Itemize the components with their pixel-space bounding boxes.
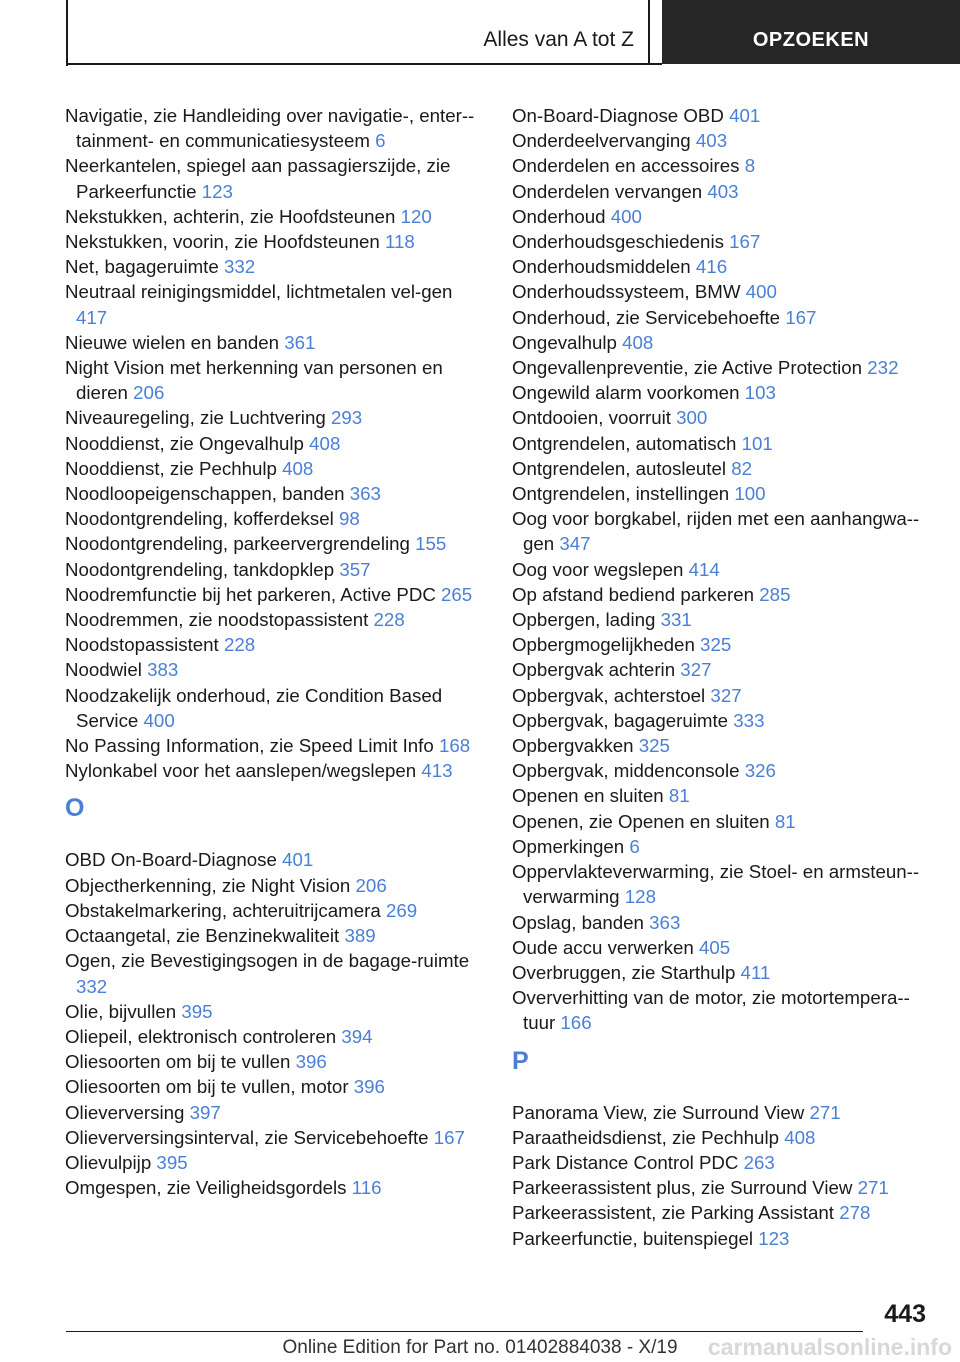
page-link[interactable]: 167 (433, 1126, 465, 1148)
index-entry-text: Nieuwe wielen en banden (65, 331, 280, 353)
page-link[interactable]: 408 (282, 457, 314, 479)
index-entry (512, 985, 932, 1035)
index-entry-text: Ongevalhulp (512, 331, 617, 353)
index-entry (65, 431, 485, 456)
index-entry (512, 683, 932, 708)
index-entry (512, 1226, 932, 1251)
page-link[interactable]: 395 (156, 1151, 188, 1173)
page-link[interactable]: 116 (351, 1177, 382, 1199)
index-entry (65, 355, 485, 405)
index-entry-text: Opbergvak, middenconsole (512, 760, 740, 782)
index-entry-text: Onderhoudsgeschiedenis (512, 231, 724, 253)
index-entry (65, 582, 485, 607)
index-entry (512, 1125, 932, 1150)
index-entry-text: Nooddienst, zie Pechhulp (65, 457, 277, 479)
page-link[interactable]: 363 (349, 483, 381, 505)
index-entry-text: Onderhoud, zie Servicebehoefte (512, 306, 781, 328)
index-entry-text: Olie, bijvullen (65, 1000, 177, 1022)
index-entry (512, 103, 932, 128)
index-entry-text: Opmerkingen (512, 835, 625, 857)
index-entry (65, 1049, 485, 1074)
index-entry (65, 481, 485, 506)
index-entry (512, 859, 932, 909)
index-entry (65, 1175, 485, 1200)
index-entry (65, 847, 485, 872)
page-link[interactable]: 271 (857, 1177, 889, 1199)
index-entry-text: No Passing Information, zie Speed Limit Info (65, 735, 434, 757)
page-link[interactable]: 417 (76, 306, 108, 328)
index-entry-text: Noodstopassistent (65, 634, 219, 656)
index-entry-text: Opbergvakken (512, 735, 634, 757)
page-link[interactable]: 123 (758, 1227, 790, 1249)
index-entry (512, 179, 932, 204)
index-entry (512, 229, 932, 254)
index-column-right (512, 103, 932, 1251)
index-entry-text: Neutraal reinigingsmiddel, lichtmetalen vel-gen (65, 281, 453, 303)
index-entry-text: Opbergen, lading (512, 609, 656, 631)
index-entry-text: Olieverversingsinterval, zie Servicebehoefte (65, 1126, 429, 1148)
page-link[interactable]: 168 (438, 735, 471, 757)
page-link[interactable]: 269 (385, 899, 418, 921)
index-entry (512, 733, 932, 758)
page-link[interactable]: 416 (695, 256, 728, 278)
index-entry-text: Oliesoorten om bij te vullen, motor (65, 1076, 349, 1098)
page-link[interactable]: 400 (745, 281, 777, 303)
index-entry-text: Park Distance Control PDC (512, 1151, 739, 1173)
index-entry (65, 254, 485, 279)
index-entry (65, 557, 485, 582)
page-link[interactable]: 395 (181, 1000, 213, 1022)
index-entry (65, 923, 485, 948)
index-entry (65, 456, 485, 481)
page-link[interactable]: 394 (341, 1025, 373, 1047)
index-entry-text: Net, bagageruimte (65, 256, 219, 278)
page-link[interactable]: 408 (622, 331, 654, 353)
page-link[interactable]: 396 (353, 1076, 385, 1098)
index-entry (512, 254, 932, 279)
index-entry-text: Openen en sluiten (512, 785, 664, 807)
page-link[interactable]: 6 (375, 130, 386, 152)
page-link[interactable]: 293 (330, 407, 363, 429)
index-entry (65, 405, 485, 430)
index-entry (512, 708, 932, 733)
page-link[interactable]: 414 (688, 558, 720, 580)
index-entry-text: Overbruggen, zie Starthulp (512, 961, 736, 983)
page-link[interactable]: 331 (660, 609, 692, 631)
index-entry (65, 683, 485, 733)
index-entry (512, 405, 932, 430)
page-link[interactable]: 155 (415, 533, 447, 555)
index-entry (512, 279, 932, 304)
page-link[interactable]: 81 (774, 810, 796, 832)
index-entry-text: Noodwiel (65, 659, 142, 681)
index-entry-text: Nekstukken, achterin, zie Hoofdsteunen (65, 205, 396, 227)
index-entry (512, 960, 932, 985)
page-link[interactable]: 265 (441, 583, 473, 605)
index-entry-text: Oliepeil, elektronisch controleren (65, 1025, 337, 1047)
page-link[interactable]: 403 (707, 180, 739, 202)
index-entry (512, 834, 932, 859)
index-entry-text: Olievulpijp (65, 1151, 152, 1173)
index-entry-text: Oververhitting van de motor, zie motortempera-tuur (512, 987, 910, 1034)
index-entry-text: Neerkantelen, spiegel aan passagierszijde, zie Parkeerfunctie (65, 155, 451, 202)
footer-rule (66, 1331, 863, 1332)
index-entry (512, 456, 932, 481)
page-link[interactable]: 401 (729, 105, 761, 126)
watermark: carmanualsonline.info (707, 1334, 952, 1360)
page-link[interactable]: 408 (784, 1126, 816, 1148)
index-entry (65, 758, 485, 783)
index-entry-text: Noodremmen, zie noodstopassistent (65, 609, 369, 631)
page-number: 443 (884, 1300, 926, 1328)
index-entry-text: Night Vision met herkenning van personen en dieren (65, 357, 443, 404)
page-link[interactable]: 103 (744, 382, 776, 404)
index-entry-text: Noodremfunctie bij het parkeren, Active PDC (65, 583, 436, 605)
page-link[interactable]: 167 (729, 231, 761, 253)
index-entry (512, 153, 932, 178)
index-entry-text: Onderdelen vervangen (512, 180, 703, 202)
index-entry-text: Noodontgrendeling, tankdopklep (65, 558, 335, 580)
index-entry (65, 607, 485, 632)
index-entry-text: Opslag, banden (512, 911, 644, 933)
index-entry-text: Onderdelen en accessoires (512, 155, 740, 177)
index-entry-text: Onderhoudsmiddelen (512, 256, 691, 278)
page-link[interactable]: 100 (734, 483, 766, 505)
index-entry-text: Op afstand bediend parkeren (512, 583, 755, 605)
index-entry-text: Nekstukken, voorin, zie Hoofdsteunen (65, 231, 380, 253)
index-entry (512, 1200, 932, 1225)
page-link[interactable]: 8 (744, 155, 756, 177)
index-entry (65, 506, 485, 531)
index-entry (512, 632, 932, 657)
index-entry (65, 229, 485, 254)
index-entry-text: Oog voor wegslepen (512, 558, 684, 580)
index-entry-text: Opbergvak, achterstoel (512, 684, 706, 706)
index-entry (512, 809, 932, 834)
page-link[interactable]: 101 (741, 432, 773, 454)
index-entry (512, 481, 932, 506)
index-entry-text: Paraatheidsdienst, zie Pechhulp (512, 1126, 779, 1148)
index-entry (65, 330, 485, 355)
index-entry (512, 1150, 932, 1175)
page-link[interactable]: 332 (76, 975, 108, 997)
index-entry-text: Onderdeelvervanging (512, 130, 691, 152)
page-link[interactable]: 383 (147, 659, 179, 681)
index-entry-text: Oude accu verwerken (512, 936, 694, 958)
page-link[interactable]: 327 (680, 659, 712, 681)
page-link[interactable]: 206 (133, 382, 165, 404)
page-link[interactable]: 300 (676, 407, 708, 429)
index-column-left (65, 103, 485, 1200)
index-entry-text: Ontgrendelen, autosleutel (512, 457, 727, 479)
index-entry (512, 1100, 932, 1125)
page-link[interactable]: 128 (624, 886, 656, 908)
index-entry-text: Ontgrendelen, automatisch (512, 432, 737, 454)
index-entry (65, 632, 485, 657)
index-entry-text: Noodzakelijk onderhoud, zie Condition Based Service (65, 684, 443, 731)
index-entry (65, 103, 485, 153)
index-entry-text: Niveauregeling, zie Luchtvering (65, 407, 326, 429)
index-entry-text: Ongevallenpreventie, zie Active Protection (512, 357, 863, 379)
page-link[interactable]: 400 (143, 709, 175, 731)
index-entry-text: Obstakelmarkering, achteruitrijcamera (65, 899, 381, 921)
index-entry-text: Ontgrendelen, instellingen (512, 483, 730, 505)
index-entry-text: Navigatie, zie Handleiding over navigatie-, enter-tainment- en communicatiesysteem (65, 105, 475, 152)
page-link[interactable]: 413 (421, 760, 453, 782)
page-link[interactable]: 271 (809, 1101, 841, 1123)
page-link[interactable]: 98 (338, 508, 360, 530)
index-entry (512, 204, 932, 229)
page-link[interactable]: 347 (559, 533, 591, 555)
index-entry-text: Ontdooien, voorruit (512, 407, 671, 429)
page-link[interactable]: 81 (668, 785, 690, 807)
index-entry (65, 1024, 485, 1049)
index-entry (512, 582, 932, 607)
index-entry-text: Nooddienst, zie Ongevalhulp (65, 432, 304, 454)
index-entry (65, 873, 485, 898)
index-entry (512, 305, 932, 330)
index-entry-text: Oliesoorten om bij te vullen (65, 1051, 291, 1073)
tab-alles-van-a-tot-z[interactable] (66, 0, 648, 64)
index-entry-text: On-Board-Diagnose OBD (512, 105, 724, 126)
page-link[interactable]: 82 (731, 457, 753, 479)
page-link[interactable]: 228 (223, 634, 256, 656)
tab-label: Alles van A tot Z (483, 28, 634, 51)
page-link[interactable]: 361 (284, 331, 316, 353)
index-entry-text: Omgespen, zie Veiligheidsgordels (65, 1177, 347, 1199)
index-entry (512, 355, 932, 380)
index-entry (65, 733, 485, 758)
index-entry (512, 380, 932, 405)
page-link[interactable]: 411 (740, 961, 771, 983)
index-entry (65, 153, 485, 203)
index-entry-text: Opbergvak achterin (512, 659, 676, 681)
index-entry (512, 910, 932, 935)
page-link[interactable]: 332 (223, 256, 256, 278)
index-entry-text: Parkeerfunctie, buitenspiegel (512, 1227, 754, 1249)
opzoeken-button-label: OPZOEKEN (752, 29, 870, 51)
index-entry-text: Noodontgrendeling, parkeervergrendeling (65, 533, 410, 555)
index-entry-text: Panorama View, zie Surround View (512, 1101, 805, 1123)
page-link[interactable]: 285 (759, 583, 791, 605)
index-entry-text: Oppervlakteverwarming, zie Stoel- en armsteun-verwarming (512, 861, 920, 908)
page-link[interactable]: 228 (373, 609, 405, 631)
page-link[interactable]: 166 (560, 1012, 592, 1034)
index-entry (512, 330, 932, 355)
page-link[interactable]: 278 (839, 1202, 871, 1224)
index-entry-text: Octaangetal, zie Benzinekwaliteit (65, 925, 340, 947)
index-entry (65, 279, 485, 329)
index-entry (512, 935, 932, 960)
page-link[interactable]: 206 (355, 874, 387, 896)
page-link[interactable]: 232 (867, 357, 899, 379)
index-entry-text: Opbergvak, bagageruimte (512, 709, 729, 731)
index-entry (65, 1150, 485, 1175)
page-link[interactable]: 397 (189, 1101, 221, 1123)
index-entry-text: Nylonkabel voor het aanslepen/wegslepen (65, 760, 417, 782)
index-entry (512, 607, 932, 632)
index-entry-text: Parkeerassistent, zie Parking Assistant (512, 1202, 834, 1224)
page-link[interactable]: 333 (733, 709, 765, 731)
index-entry-text: Onderhoudssysteem, BMW (512, 281, 741, 303)
index-entry-text: Ongewild alarm voorkomen (512, 382, 740, 404)
edition-text: Online Edition for Part no. 01402884038 - X/19 (282, 1337, 678, 1358)
index-entry-text: Noodloopeigenschappen, banden (65, 483, 345, 505)
index-entry-text: Oog voor borgkabel, rijden met een aanhangwa-gen (512, 508, 920, 555)
index-entry-text: Openen, zie Openen en sluiten (512, 810, 770, 832)
index-entry (512, 431, 932, 456)
page-link[interactable]: 123 (201, 180, 233, 202)
page-link[interactable]: 405 (698, 936, 731, 958)
page-link[interactable]: 325 (638, 735, 670, 757)
page-link[interactable]: 400 (610, 205, 642, 227)
index-entry-text: Parkeerassistent plus, zie Surround View (512, 1177, 853, 1199)
page-link[interactable]: 403 (695, 130, 728, 152)
page-link[interactable]: 396 (295, 1051, 327, 1073)
page-link[interactable]: 363 (649, 911, 681, 933)
opzoeken-button[interactable] (662, 0, 960, 64)
index-entry (512, 783, 932, 808)
page-link[interactable]: 408 (309, 432, 341, 454)
index-entry (512, 1175, 932, 1200)
index-entry (65, 657, 485, 682)
index-section-letter: P (512, 1046, 529, 1075)
page-link[interactable]: 325 (700, 634, 732, 656)
index-entry (65, 1074, 485, 1099)
index-entry-text: Objectherkenning, zie Night Vision (65, 874, 351, 896)
page-link[interactable]: 167 (785, 306, 817, 328)
page-link[interactable]: 263 (743, 1151, 775, 1173)
index-entry (65, 1125, 485, 1150)
index-entry-text: Opbergmogelijkheden (512, 634, 695, 656)
index-entry (512, 758, 932, 783)
page-link[interactable]: 326 (744, 760, 776, 782)
index-entry (512, 557, 932, 582)
page-link[interactable]: 6 (629, 835, 640, 857)
index-section-letter: O (65, 794, 85, 823)
index-entry (65, 898, 485, 923)
index-entry (65, 204, 485, 229)
index-entry (65, 948, 485, 998)
index-entry-text: Olieverversing (65, 1101, 185, 1123)
index-entry (512, 506, 932, 556)
index-entry-text: Ogen, zie Bevestigingsogen in de bagage-ruimte (65, 950, 470, 972)
header-divider (648, 0, 650, 64)
page-link[interactable]: 357 (339, 558, 371, 580)
page-link[interactable]: 389 (344, 925, 376, 947)
page-link[interactable]: 327 (710, 684, 742, 706)
index-entry (65, 999, 485, 1024)
page-link[interactable]: 120 (400, 205, 432, 227)
index-entry (65, 531, 485, 556)
index-entry (512, 657, 932, 682)
page-link[interactable]: 401 (282, 849, 314, 871)
index-entry-text: OBD On-Board-Diagnose (65, 849, 277, 871)
index-entry-text: Noodontgrendeling, kofferdeksel (65, 508, 334, 530)
index-entry-text: Onderhoud (512, 205, 606, 227)
index-entry (65, 1100, 485, 1125)
index-entry (512, 128, 932, 153)
page-link[interactable]: 118 (384, 231, 415, 253)
